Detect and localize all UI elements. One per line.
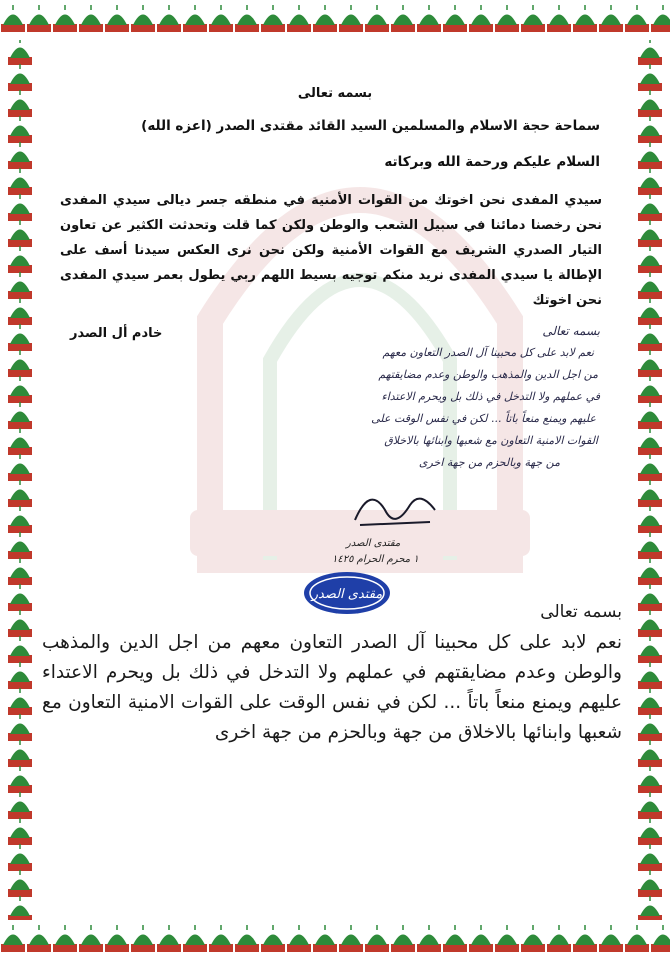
- border-dome-motif: [638, 740, 662, 767]
- border-dome-motif: [638, 584, 662, 611]
- border-dome-motif: [638, 896, 662, 920]
- border-dome-motif: [599, 5, 623, 32]
- border-dome-motif: [547, 925, 571, 952]
- border-dome-motif: [8, 246, 32, 273]
- border-dome-motif: [209, 5, 233, 32]
- border-dome-motif: [638, 870, 662, 897]
- border-dome-motif: [638, 194, 662, 221]
- handwritten-line: من اجل الدين والمذهب والوطن وعدم مضايقتهم: [378, 368, 598, 381]
- border-dome-motif: [261, 925, 285, 952]
- border-dome-motif: [105, 925, 129, 952]
- letter-greeting: السلام عليكم ورحمة الله وبركاته: [384, 154, 600, 170]
- border-dome-motif: [8, 636, 32, 663]
- border-dome-motif: [638, 610, 662, 637]
- border-dome-motif: [417, 925, 441, 952]
- border-dome-motif: [625, 5, 649, 32]
- border-dome-motif: [638, 844, 662, 871]
- handwritten-line: عليهم ويمنع منعاً باتاً ... لكن في نفس الوقت على: [371, 412, 596, 425]
- border-dome-motif: [638, 350, 662, 377]
- border-dome-motif: [8, 818, 32, 845]
- letter-addressee: سماحة حجة الاسلام والمسلمين السيد القائد مقتدى الصدر (اعزه الله): [141, 118, 600, 134]
- border-dome-motif: [235, 5, 259, 32]
- border-dome-motif: [417, 5, 441, 32]
- border-dome-motif: [157, 925, 181, 952]
- border-dome-motif: [8, 792, 32, 819]
- border-dome-motif: [443, 925, 467, 952]
- border-dome-motif: [53, 925, 77, 952]
- decorative-border-bottom: [0, 920, 670, 960]
- decorative-border-left: [0, 40, 40, 920]
- signature-scribble: [340, 480, 450, 540]
- border-dome-motif: [8, 402, 32, 429]
- border-dome-motif: [8, 480, 32, 507]
- decorative-border-top: [0, 0, 670, 40]
- border-dome-motif: [27, 925, 51, 952]
- border-dome-motif: [8, 506, 32, 533]
- border-dome-motif: [79, 925, 103, 952]
- border-dome-motif: [638, 428, 662, 455]
- border-dome-motif: [313, 925, 337, 952]
- border-dome-motif: [638, 480, 662, 507]
- border-dome-motif: [638, 558, 662, 585]
- border-dome-motif: [638, 116, 662, 143]
- border-dome-motif: [638, 714, 662, 741]
- border-dome-motif: [8, 714, 32, 741]
- border-dome-motif: [105, 5, 129, 32]
- border-dome-motif: [638, 402, 662, 429]
- border-dome-motif: [638, 532, 662, 559]
- border-dome-motif: [8, 766, 32, 793]
- border-dome-motif: [365, 5, 389, 32]
- border-dome-motif: [235, 925, 259, 952]
- border-dome-motif: [638, 662, 662, 689]
- border-dome-motif: [495, 925, 519, 952]
- border-dome-motif: [391, 925, 415, 952]
- border-dome-motif: [638, 64, 662, 91]
- border-dome-motif: [8, 428, 32, 455]
- border-dome-motif: [8, 64, 32, 91]
- border-dome-motif: [651, 925, 670, 952]
- border-dome-motif: [638, 90, 662, 117]
- border-dome-motif: [521, 5, 545, 32]
- border-dome-motif: [8, 610, 32, 637]
- border-dome-motif: [547, 5, 571, 32]
- border-dome-motif: [365, 925, 389, 952]
- border-dome-motif: [8, 116, 32, 143]
- border-dome-motif: [53, 5, 77, 32]
- transcription-title: بسمه تعالى: [540, 602, 622, 622]
- border-dome-motif: [1, 5, 25, 32]
- border-dome-motif: [1, 925, 25, 952]
- border-dome-motif: [625, 925, 649, 952]
- decorative-border-right: [630, 40, 670, 920]
- border-dome-motif: [8, 272, 32, 299]
- border-dome-motif: [183, 925, 207, 952]
- border-dome-motif: [183, 5, 207, 32]
- border-dome-motif: [8, 558, 32, 585]
- transcription-body: نعم لابد على كل محبينا آل الصدر التعاون معهم من اجل الدين والمذهب والوطن وعدم مضايقتهم في عملهم ولا التدخل في ذلك بل ويحرم الاعتداء عليهم ويمنع منعاً باتاً ... لكن في نفس الوقت على القوات الامنية التعاون مع شعبها وابنائها بالاخلاق من جهة وبالحزم من جهة اخرى: [42, 632, 622, 743]
- border-dome-motif: [287, 5, 311, 32]
- border-dome-motif: [8, 194, 32, 221]
- border-dome-motif: [638, 246, 662, 273]
- border-dome-motif: [638, 766, 662, 793]
- border-dome-motif: [79, 5, 103, 32]
- border-dome-motif: [27, 5, 51, 32]
- border-dome-motif: [8, 324, 32, 351]
- border-dome-motif: [573, 925, 597, 952]
- border-dome-motif: [261, 5, 285, 32]
- border-dome-motif: [651, 5, 670, 32]
- border-dome-motif: [469, 925, 493, 952]
- border-dome-motif: [8, 350, 32, 377]
- border-dome-motif: [157, 5, 181, 32]
- border-dome-motif: [638, 298, 662, 325]
- border-dome-motif: [495, 5, 519, 32]
- border-dome-motif: [638, 454, 662, 481]
- letter-basmala: بسمه تعالى: [297, 86, 373, 101]
- border-dome-motif: [638, 818, 662, 845]
- border-dome-motif: [313, 5, 337, 32]
- border-dome-motif: [8, 142, 32, 169]
- handwritten-reply: [240, 324, 600, 604]
- letter-signature: خادم أل الصدر: [70, 326, 163, 341]
- border-dome-motif: [638, 142, 662, 169]
- border-dome-motif: [8, 454, 32, 481]
- border-dome-motif: [469, 5, 493, 32]
- letter-body: سيدي المفدى نحن اخوتك من القوات الأمنية في منطقه جسر ديالى سيدي المفدى نحن رخصنا دمائنا في سبيل الشعب والوطن ولكن كما قلت وتحدثت الكثير عن تعاون التيار الصدري الشريف مع القوات الأمنية ولكن نحن نرى العكس سيدنا أسف على الإطالة يا سيدي المفدى نريد منكم توجيه بسيط اللهم ربي يطول بعمر سيدي المفدى نحن اخوتك: [60, 193, 602, 308]
- border-dome-motif: [638, 220, 662, 247]
- border-dome-motif: [638, 272, 662, 299]
- border-dome-motif: [287, 925, 311, 952]
- border-dome-motif: [8, 532, 32, 559]
- handwritten-title: بسمه تعالى: [542, 324, 600, 338]
- border-dome-motif: [8, 40, 32, 65]
- border-dome-motif: [8, 584, 32, 611]
- border-dome-motif: [8, 168, 32, 195]
- letter-page: [40, 40, 630, 920]
- border-dome-motif: [638, 636, 662, 663]
- border-dome-motif: [638, 792, 662, 819]
- svg-text:مقتدى الصدر: مقتدى الصدر: [311, 587, 383, 602]
- border-dome-motif: [8, 740, 32, 767]
- handwritten-line: من جهة وبالحزم من جهة اخرى: [418, 456, 560, 469]
- border-dome-motif: [638, 324, 662, 351]
- handwritten-line: نعم لابد على كل محبينا آل الصدر التعاون معهم: [382, 346, 594, 359]
- border-dome-motif: [8, 844, 32, 871]
- border-dome-motif: [8, 298, 32, 325]
- border-dome-motif: [8, 90, 32, 117]
- handwritten-line: القوات الامنية التعاون مع شعبها وابنائها بالاخلاق: [384, 434, 598, 447]
- border-dome-motif: [638, 506, 662, 533]
- border-dome-motif: [131, 925, 155, 952]
- border-dome-motif: [638, 688, 662, 715]
- border-dome-motif: [8, 896, 32, 920]
- border-dome-motif: [339, 5, 363, 32]
- border-dome-motif: [391, 5, 415, 32]
- border-dome-motif: [638, 168, 662, 195]
- border-dome-motif: [638, 376, 662, 403]
- handwritten-date: ١ محرم الحرام ١٤٢٥: [332, 554, 419, 565]
- border-dome-motif: [599, 925, 623, 952]
- handwritten-line: في عملهم ولا التدخل في ذلك بل ويحرم الاعتداء: [381, 390, 600, 403]
- border-dome-motif: [8, 220, 32, 247]
- border-dome-motif: [521, 925, 545, 952]
- border-dome-motif: [339, 925, 363, 952]
- handwritten-signer-name: مقتدى الصدر: [346, 538, 401, 549]
- border-dome-motif: [8, 376, 32, 403]
- border-dome-motif: [8, 870, 32, 897]
- border-dome-motif: [8, 688, 32, 715]
- border-dome-motif: [209, 925, 233, 952]
- border-dome-motif: [443, 5, 467, 32]
- border-dome-motif: [8, 662, 32, 689]
- border-dome-motif: [573, 5, 597, 32]
- border-dome-motif: [638, 40, 662, 65]
- border-dome-motif: [131, 5, 155, 32]
